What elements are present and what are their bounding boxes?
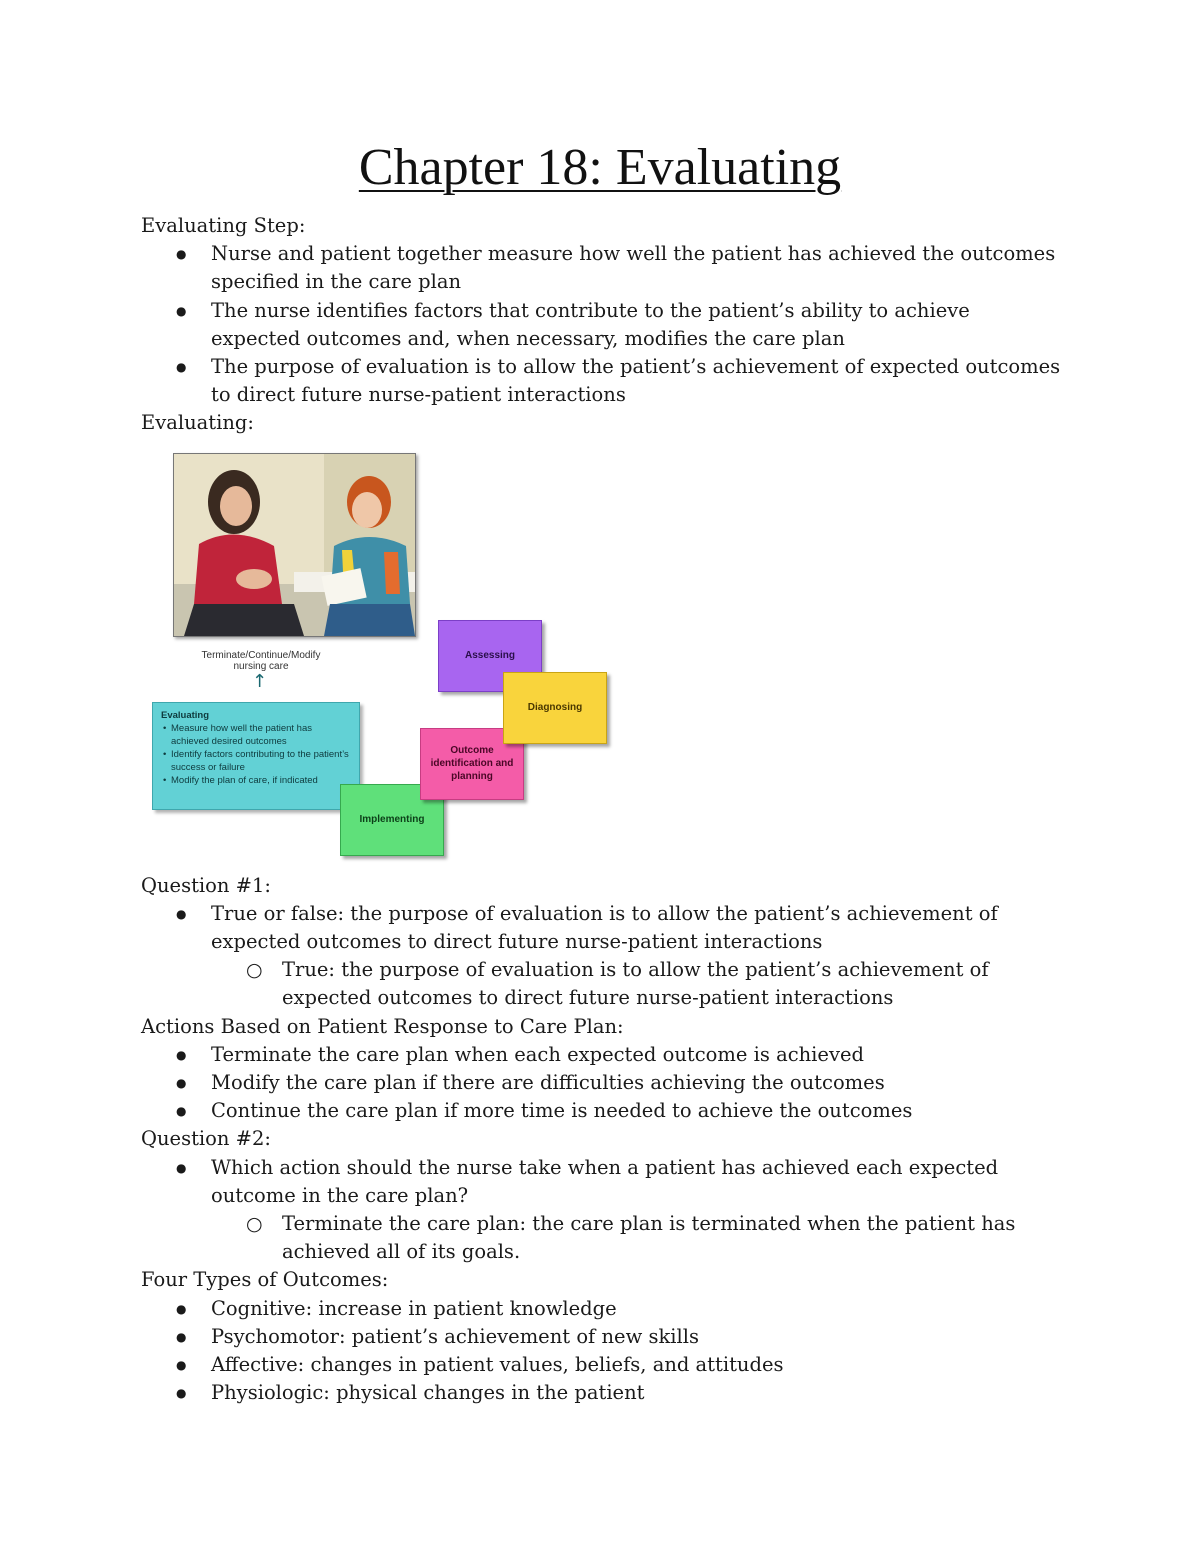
list-item: ● Nurse and patient together measure how well the patient has achieved the outcomes specified in the care plan <box>141 240 1061 296</box>
section-heading-question-1: Question #1: <box>141 873 271 897</box>
section-heading-evaluating: Evaluating: <box>141 411 254 435</box>
list-item: ● Cognitive: increase in patient knowledge <box>141 1295 1061 1323</box>
section-heading-actions: Actions Based on Patient Response to Care Plan: <box>141 1014 624 1038</box>
answer-item: ○ True: the purpose of evaluation is to allow the patient’s achievement of expected outcomes to direct future nurse-patient interactions <box>141 956 1061 1012</box>
outcomes-list <box>141 1295 1061 1408</box>
answer-item: ○ Terminate the care plan: the care plan is terminated when the patient has achieved all of its goals. <box>141 1210 1061 1266</box>
evaluating-box-item: • Measure how well the patient has achieved desired outcomes <box>161 722 351 748</box>
assessing-step-box: Assessing <box>438 620 542 692</box>
diagnosing-step-box: Diagnosing <box>503 672 607 744</box>
list-item: ● Psychomotor: patient’s achievement of new skills <box>141 1323 1061 1351</box>
section-heading-outcomes: Four Types of Outcomes: <box>141 1268 389 1292</box>
list-item: ● Modify the care plan if there are difficulties achieving the outcomes <box>141 1069 1061 1097</box>
implementing-step-box: Implementing <box>340 784 444 856</box>
section-heading-evaluating-step: Evaluating Step: <box>141 214 306 237</box>
question-2-answer-list <box>141 1210 1061 1266</box>
evaluating-box-item: • Modify the plan of care, if indicated <box>161 774 351 787</box>
list-item: ● The purpose of evaluation is to allow the patient’s achievement of expected outcomes to direct future nurse-patient interactions <box>141 353 1061 409</box>
nurse-patient-photo <box>173 453 416 637</box>
list-item: ● Affective: changes in patient values, beliefs, and attitudes <box>141 1351 1061 1379</box>
terminate-continue-modify-label: Terminate/Continue/Modify nursing care <box>201 649 321 672</box>
evaluating-step-list <box>141 240 1061 409</box>
arrow-up-icon: ↑ <box>252 670 268 692</box>
question-1-answer-list <box>141 956 1061 1012</box>
list-item: ● Continue the care plan if more time is needed to achieve the outcomes <box>141 1097 1061 1125</box>
question-2-list <box>141 1154 1061 1210</box>
evaluating-box-title: Evaluating <box>161 709 210 721</box>
document-body <box>141 212 1061 1407</box>
list-item: ● The nurse identifies factors that contribute to the patient’s ability to achieve expected outcomes and, when necessary, modifies the care plan <box>141 297 1061 353</box>
evaluating-step-box <box>152 702 360 810</box>
outcome-planning-step-box: Outcome identification and planning <box>420 728 524 800</box>
page-title: Chapter 18: Evaluating <box>358 139 842 196</box>
evaluating-box-item: • Identify factors contributing to the patient’s success or failure <box>161 748 351 774</box>
section-heading-question-2: Question #2: <box>141 1127 271 1151</box>
list-item: ● Physiologic: physical changes in the patient <box>141 1379 1061 1407</box>
list-item: ● Which action should the nurse take when a patient has achieved each expected outcome in the care plan? <box>141 1154 1061 1210</box>
question-1-list <box>141 900 1061 956</box>
list-item: ● Terminate the care plan when each expected outcome is achieved <box>141 1041 1061 1069</box>
nursing-process-figure <box>146 440 626 870</box>
list-item: ● True or false: the purpose of evaluation is to allow the patient’s achievement of expected outcomes to direct future nurse-patient interactions <box>141 900 1061 956</box>
actions-list <box>141 1041 1061 1126</box>
